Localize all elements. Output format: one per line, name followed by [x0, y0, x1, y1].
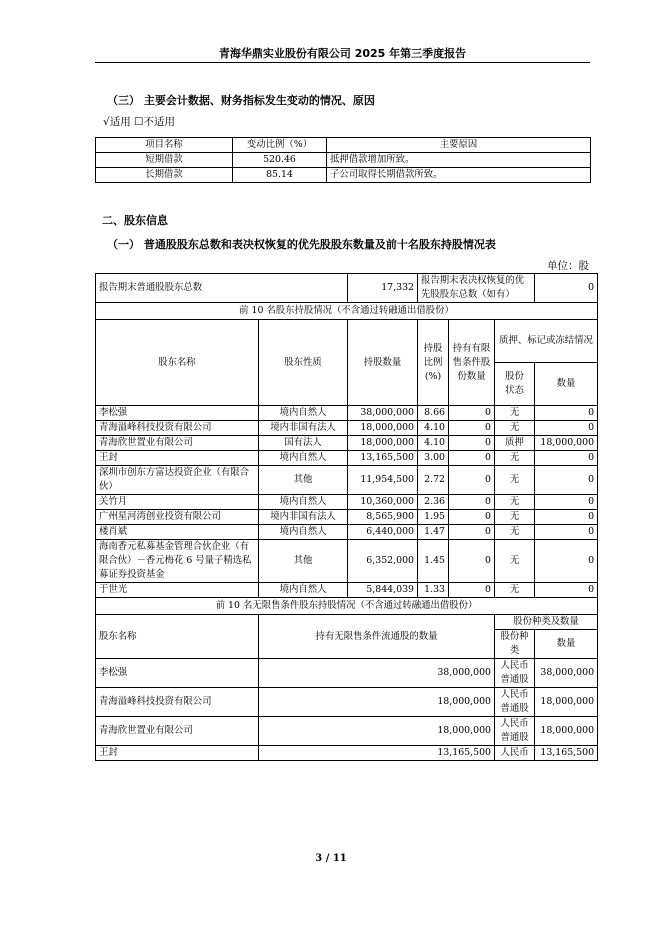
- pledge-qty: 0: [535, 540, 598, 583]
- change-ratio: 520.46: [233, 153, 327, 168]
- table-row: [96, 153, 591, 168]
- total-shareholders-value: 17,332: [348, 274, 418, 303]
- item-name: 短期借款: [96, 153, 233, 168]
- restricted-shares: 0: [449, 421, 495, 436]
- share-status: 无: [495, 466, 535, 495]
- shares-held: 13,165,500: [348, 451, 418, 466]
- shares-held: 5,844,039: [348, 583, 418, 598]
- unrestricted-title-row: [96, 598, 598, 615]
- shareholder-table: [95, 273, 598, 761]
- table-row: [96, 510, 598, 525]
- shareholder-nature: 境内自然人: [259, 406, 348, 421]
- header-restricted-shares: 持有有限售条件股份数量: [449, 320, 495, 406]
- table-row: [96, 406, 598, 421]
- shareholder-nature: 境内非国有法人: [259, 421, 348, 436]
- shareholder-name: 广州星河湾创业投资有限公司: [96, 510, 259, 525]
- header-pledge-qty: 数量: [535, 363, 598, 406]
- header-shares-held: 持股数量: [348, 320, 418, 406]
- section-title-financial-changes: （三） 主要会计数据、财务指标发生变动的情况、原因: [107, 94, 375, 107]
- unrestricted-name: 青海欣世置业有限公司: [96, 717, 259, 746]
- pledge-qty: 0: [535, 495, 598, 510]
- page-header: 青海华鼎实业股份有限公司 2025 年第三季度报告: [218, 47, 467, 60]
- share-kind: 人民币普通股: [495, 688, 535, 717]
- holding-ratio: 2.36: [418, 495, 449, 510]
- share-status: 无: [495, 406, 535, 421]
- shares-held: 38,000,000: [348, 406, 418, 421]
- unrestricted-header-row: [96, 615, 598, 630]
- unrestricted-count: 18,000,000: [259, 717, 495, 746]
- shareholder-name: 关竹月: [96, 495, 259, 510]
- restricted-shares: 0: [449, 451, 495, 466]
- shareholder-name: 王封: [96, 451, 259, 466]
- shares-held: 8,565,900: [348, 510, 418, 525]
- pledge-qty: 0: [535, 421, 598, 436]
- table-row: [96, 168, 591, 183]
- header-unrestricted-name: 股东名称: [96, 615, 259, 659]
- shares-held: 10,360,000: [348, 495, 418, 510]
- pledge-qty: 0: [535, 525, 598, 540]
- share-status: 无: [495, 421, 535, 436]
- unrestricted-count: 38,000,000: [259, 659, 495, 688]
- header-share-status: 股份状态: [495, 363, 535, 406]
- share-status: 无: [495, 495, 535, 510]
- preferred-shareholders-label: 报告期末表决权恢复的优先股股东总数（如有）: [418, 274, 535, 303]
- table-row: [96, 540, 598, 583]
- pledge-qty: 18,000,000: [535, 436, 598, 451]
- unrestricted-name: 李松强: [96, 659, 259, 688]
- pledge-qty: 0: [535, 466, 598, 495]
- shareholder-nature: 境内自然人: [259, 451, 348, 466]
- restricted-shares: 0: [449, 583, 495, 598]
- share-status: 无: [495, 510, 535, 525]
- header-shareholder-nature: 股东性质: [259, 320, 348, 406]
- unrestricted-count: 13,165,500: [259, 746, 495, 761]
- shares-held: 6,352,000: [348, 540, 418, 583]
- holding-ratio: 1.95: [418, 510, 449, 525]
- unrestricted-name: 王封: [96, 746, 259, 761]
- share-status: 无: [495, 525, 535, 540]
- table-row: [96, 495, 598, 510]
- page-number: 3 / 11: [315, 853, 347, 864]
- holding-ratio: 4.10: [418, 421, 449, 436]
- shareholder-nature: 境内自然人: [259, 495, 348, 510]
- change-ratio: 85.14: [233, 168, 327, 183]
- top10-title: 前 10 名股东持股情况（不含通过转融通出借股份）: [96, 303, 598, 320]
- restricted-shares: 0: [449, 495, 495, 510]
- preferred-shareholders-value: 0: [535, 274, 598, 303]
- restricted-shares: 0: [449, 466, 495, 495]
- holding-ratio: 8.66: [418, 406, 449, 421]
- table-row: [96, 451, 598, 466]
- header-change-ratio: 变动比例（%）: [233, 138, 327, 153]
- table-row: [96, 688, 598, 717]
- share-kind: 人民币普通股: [495, 659, 535, 688]
- holding-ratio: 1.45: [418, 540, 449, 583]
- unrestricted-name: 青海溢峰科技投资有限公司: [96, 688, 259, 717]
- pledge-qty: 0: [535, 510, 598, 525]
- shares-held: 18,000,000: [348, 421, 418, 436]
- holding-ratio: 3.00: [418, 451, 449, 466]
- shareholder-nature: 其他: [259, 540, 348, 583]
- holding-ratio: 4.10: [418, 436, 449, 451]
- holding-ratio: 1.33: [418, 583, 449, 598]
- share-kind: 人民币: [495, 746, 535, 761]
- shares-held: 11,954,500: [348, 466, 418, 495]
- table-row: [96, 466, 598, 495]
- shareholder-name: 深圳市创东方富达投资企业（有限合伙）: [96, 466, 259, 495]
- table-row: [96, 525, 598, 540]
- pledge-qty: 0: [535, 583, 598, 598]
- shareholder-nature: 国有法人: [259, 436, 348, 451]
- shareholder-name: 于世光: [96, 583, 259, 598]
- shareholder-nature: 境内自然人: [259, 525, 348, 540]
- table-row: [96, 436, 598, 451]
- share-kind: 人民币普通股: [495, 717, 535, 746]
- kind-quantity: 18,000,000: [535, 688, 598, 717]
- shareholder-nature: 境内自然人: [259, 583, 348, 598]
- kind-quantity: 13,165,500: [535, 746, 598, 761]
- kind-quantity: 38,000,000: [535, 659, 598, 688]
- share-status: 质押: [495, 436, 535, 451]
- top10-header-row: [96, 320, 598, 363]
- restricted-shares: 0: [449, 436, 495, 451]
- main-reason: 子公司取得长期借款所致。: [327, 168, 591, 183]
- holding-ratio: 2.72: [418, 466, 449, 495]
- total-shareholders-label: 报告期末普通股股东总数: [96, 274, 348, 303]
- shareholder-name: 青海欣世置业有限公司: [96, 436, 259, 451]
- shares-held: 18,000,000: [348, 436, 418, 451]
- restricted-shares: 0: [449, 540, 495, 583]
- kind-quantity: 18,000,000: [535, 717, 598, 746]
- holding-ratio: 1.47: [418, 525, 449, 540]
- shareholder-name: 海南香元私募基金管理合伙企业（有限合伙）－香元梅花 6 号量子精选私募证券投资基金: [96, 540, 259, 583]
- header-item-name: 项目名称: [96, 138, 233, 153]
- share-status: 无: [495, 583, 535, 598]
- header-kind-quantity: 数量: [535, 630, 598, 659]
- table-row: [96, 659, 598, 688]
- header-divider: [95, 62, 590, 63]
- unrestricted-count: 18,000,000: [259, 688, 495, 717]
- top10-title-row: [96, 303, 598, 320]
- header-pledge-status: 质押、标记或冻结情况: [495, 320, 598, 363]
- header-main-reason: 主要原因: [327, 138, 591, 153]
- subsection-title-top10: （一） 普通股股东总数和表决权恢复的优先股股东数量及前十名股东持股情况表: [107, 238, 496, 251]
- table-row: [96, 746, 598, 761]
- shareholder-name: 楼肖斌: [96, 525, 259, 540]
- header-share-kind: 股份种类: [495, 630, 535, 659]
- shareholder-nature: 其他: [259, 466, 348, 495]
- shareholder-name: 李松强: [96, 406, 259, 421]
- item-name: 长期借款: [96, 168, 233, 183]
- main-reason: 抵押借款增加所致。: [327, 153, 591, 168]
- table-row: [96, 717, 598, 746]
- pledge-qty: 0: [535, 451, 598, 466]
- pledge-qty: 0: [535, 406, 598, 421]
- shareholder-nature: 境内非国有法人: [259, 510, 348, 525]
- table-row: [96, 421, 598, 436]
- share-status: 无: [495, 540, 535, 583]
- shareholder-name: 青海溢峰科技投资有限公司: [96, 421, 259, 436]
- header-unrestricted-count: 持有无限售条件流通股的数量: [259, 615, 495, 659]
- section-title-shareholders: 二、股东信息: [102, 214, 168, 227]
- restricted-shares: 0: [449, 525, 495, 540]
- header-kind-qty: 股份种类及数量: [495, 615, 598, 630]
- change-table: [95, 137, 591, 183]
- applicable-checkbox-text: √适用 ☐不适用: [103, 116, 175, 128]
- change-table-header: [96, 138, 591, 153]
- unrestricted-title: 前 10 名无限售条件股东持股情况（不含通过转融通出借股份）: [96, 598, 598, 615]
- header-shareholder-name: 股东名称: [96, 320, 259, 406]
- summary-row: [96, 274, 598, 303]
- unit-label: 单位：股: [547, 260, 589, 272]
- header-holding-ratio: 持股比例(%): [418, 320, 449, 406]
- share-status: 无: [495, 451, 535, 466]
- table-row: [96, 583, 598, 598]
- restricted-shares: 0: [449, 406, 495, 421]
- shares-held: 6,440,000: [348, 525, 418, 540]
- restricted-shares: 0: [449, 510, 495, 525]
